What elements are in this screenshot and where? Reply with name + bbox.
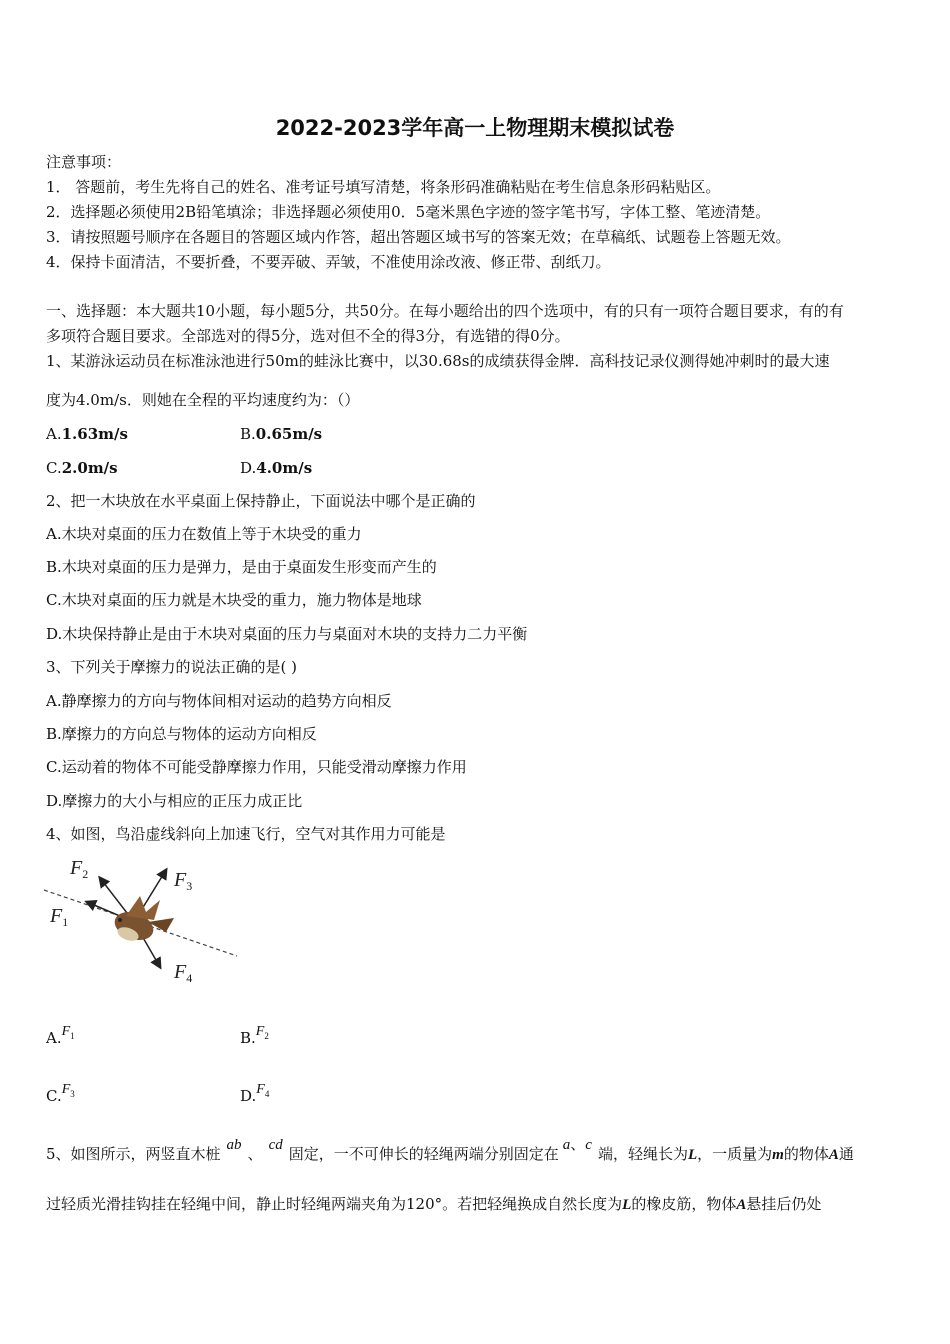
q4-option-d bbox=[240, 1082, 270, 1112]
q5-stem-line2 bbox=[46, 1194, 821, 1215]
q2-option-b: B.木块对桌面的压力是弹力，是由于桌面发生形变而产生的 bbox=[46, 558, 437, 576]
f1-label: $F_1$ bbox=[50, 905, 69, 929]
q2-stem: 2、把一木块放在水平桌面上保持静止，下面说法中哪个是正确的 bbox=[46, 492, 476, 510]
notice-item-1: 1． 答题前，考生先将自己的姓名、准考证号填写清楚，将条形码准确粘贴在考生信息条形码粘贴区。 bbox=[46, 178, 721, 196]
q4-stem: 4、如图，鸟沿虚线斜向上加速飞行，空气对其作用力可能是 bbox=[46, 825, 446, 843]
q1-option-a-label: A. bbox=[46, 425, 62, 443]
q5-ab: ab bbox=[226, 1137, 242, 1153]
q3-option-d: D.摩擦力的大小与相应的正压力成正比 bbox=[46, 792, 303, 810]
q5-stem-line1 bbox=[46, 1135, 854, 1165]
q4-option-b-label: B. bbox=[240, 1029, 256, 1047]
notice-item-3: 3．请按照题号顺序在各题目的答题区域内作答，超出答题区域书写的答案无效；在草稿纸、试题卷上答题无效。 bbox=[46, 228, 791, 246]
q1-option-b-label: B. bbox=[240, 425, 256, 443]
q1-option-b bbox=[240, 424, 322, 444]
q5-m: m bbox=[772, 1147, 784, 1163]
q5-c: c bbox=[585, 1137, 592, 1153]
q4-option-a bbox=[46, 1024, 75, 1054]
q2-option-d: D.木块保持静止是由于木块对桌面的压力与桌面对木块的支持力二力平衡 bbox=[46, 625, 528, 643]
q4-option-a-label: A. bbox=[46, 1029, 62, 1047]
q5-L2: L bbox=[622, 1197, 632, 1213]
q5-text-5: 的物体 bbox=[783, 1145, 829, 1163]
q5-text-7: 过轻质光滑挂钩挂在轻绳中间，静止时轻绳两端夹角为120°。若把轻绳换成自然长度为 bbox=[46, 1195, 623, 1213]
q5-text-8: 的橡皮筋，物体 bbox=[631, 1195, 737, 1213]
q4-option-c bbox=[46, 1082, 75, 1112]
q1-option-d bbox=[240, 458, 312, 478]
q4-option-b bbox=[240, 1024, 269, 1054]
q3-option-b: B.摩擦力的方向总与物体的运动方向相反 bbox=[46, 725, 317, 743]
bird-force-svg bbox=[42, 852, 242, 987]
q5-text-9: 悬挂后仍处 bbox=[746, 1195, 822, 1213]
q5-A2: A bbox=[736, 1197, 747, 1213]
q2-option-a: A.木块对桌面的压力在数值上等于木块受的重力 bbox=[46, 525, 362, 543]
q1-option-b-text: 0.65m/s bbox=[255, 425, 323, 443]
q3-stem: 3、下列关于摩擦力的说法正确的是( ) bbox=[46, 658, 298, 676]
q5-a: a bbox=[562, 1137, 571, 1153]
q5-cd: cd bbox=[268, 1137, 283, 1153]
q1-option-a-text: 1.63m/s bbox=[61, 425, 128, 443]
q5-sep-1: 、 bbox=[247, 1145, 263, 1163]
q5-L: L bbox=[687, 1147, 698, 1163]
section1-instructions-line1: 一、选择题：本大题共10小题，每小题5分，共50分。在每小题给出的四个选项中，有的只有一项符合题目要求，有的有 bbox=[46, 302, 844, 320]
q1-option-c-label: C. bbox=[46, 459, 62, 477]
f3-label: $F_3$ bbox=[174, 869, 193, 893]
q3-option-a: A.静摩擦力的方向与物体间相对运动的趋势方向相反 bbox=[46, 692, 392, 710]
q1-stem-line1: 1、某游泳运动员在标准泳池进行50m的蛙泳比赛中，以30.68s的成绩获得金牌．高科技记录仪测得她冲刺时的最大速 bbox=[46, 352, 830, 370]
q4-option-a-formula: $F_1$ bbox=[61, 1024, 75, 1041]
q1-option-c-text: 2.0m/s bbox=[61, 459, 118, 477]
section1-instructions-line2: 多项符合题目要求。全部选对的得5分，选对但不全的得3分，有选错的得0分。 bbox=[46, 327, 570, 345]
q4-option-c-formula: $F_3$ bbox=[61, 1082, 75, 1099]
q5-text-1: 5、如图所示，两竖直木桩 bbox=[46, 1145, 221, 1163]
notice-item-2: 2．选择题必须使用2B铅笔填涂；非选择题必须使用0．5毫米黑色字迹的签字笔书写，字体工整、笔迹清楚。 bbox=[46, 203, 771, 221]
f4-label: $F_4$ bbox=[174, 961, 193, 985]
q1-option-d-text: 4.0m/s bbox=[256, 459, 313, 477]
notice-heading: 注意事项： bbox=[46, 153, 122, 171]
q1-stem-line2: 度为4.0m/s．则她在全程的平均速度约为：（） bbox=[46, 391, 360, 409]
q5-text-3: 端，轻绳长为 bbox=[597, 1145, 688, 1163]
q5-text-4: ，一质量为 bbox=[697, 1145, 773, 1163]
q4-option-d-label: D. bbox=[240, 1087, 257, 1105]
q5-text-2: 固定，一不可伸长的轻绳两端分别固定在 bbox=[288, 1145, 559, 1163]
q1-option-d-label: D. bbox=[240, 459, 257, 477]
notice-item-4: 4．保持卡面清洁，不要折叠，不要弄破、弄皱，不准使用涂改液、修正带、刮纸刀。 bbox=[46, 253, 611, 271]
q2-option-c: C.木块对桌面的压力就是木块受的重力，施力物体是地球 bbox=[46, 591, 422, 609]
f2-label: $F_2$ bbox=[70, 857, 89, 881]
bird-force-diagram bbox=[42, 852, 242, 987]
q3-option-c: C.运动着的物体不可能受静摩擦力作用，只能受滑动摩擦力作用 bbox=[46, 758, 467, 776]
q4-option-c-label: C. bbox=[46, 1087, 62, 1105]
page-title: 2022-2023学年高一上物理期末模拟试卷 bbox=[275, 116, 675, 140]
q4-option-b-formula: $F_2$ bbox=[255, 1024, 269, 1041]
q1-option-a bbox=[46, 424, 128, 444]
q4-option-d-formula: $F_4$ bbox=[256, 1082, 270, 1099]
q5-text-6: 通 bbox=[838, 1145, 854, 1163]
q1-option-c bbox=[46, 458, 118, 478]
q5-A: A bbox=[828, 1147, 839, 1163]
q5-sep-2: 、 bbox=[570, 1135, 586, 1153]
